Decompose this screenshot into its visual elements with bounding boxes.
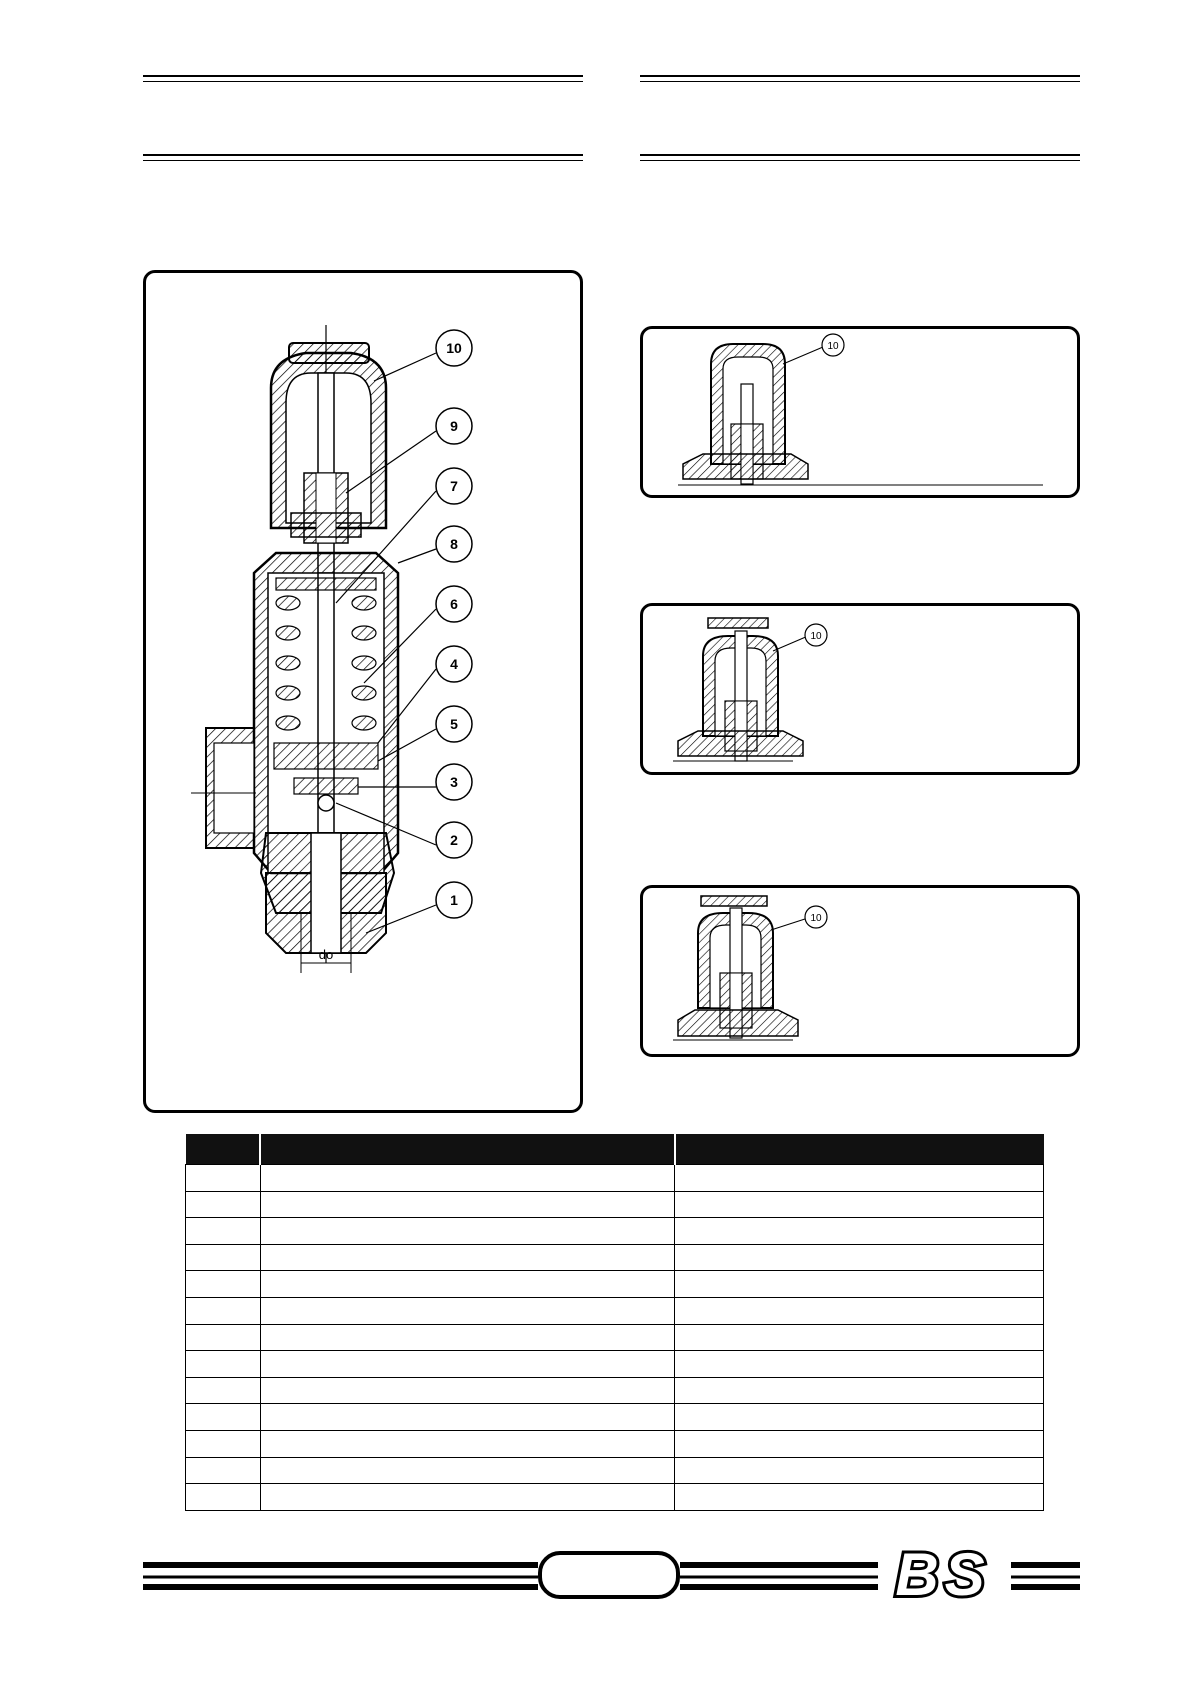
variant3-callout: 10 — [810, 913, 822, 924]
cell-material — [675, 1484, 1044, 1511]
cell-position — [186, 1271, 261, 1298]
callout-8 — [436, 526, 472, 562]
cell-description — [260, 1271, 675, 1298]
svg-text:BS: BS — [895, 1545, 991, 1605]
callout-2 — [436, 822, 472, 858]
header-material — [675, 1134, 1044, 1165]
header-rule-right-top — [640, 75, 1080, 77]
variant1-callout: 10 — [827, 341, 839, 352]
cell-material — [675, 1457, 1044, 1484]
cell-description — [260, 1191, 675, 1218]
lever-cap-gasket-drawing — [643, 888, 1077, 1054]
table-row — [186, 1324, 1044, 1351]
svg-text:7: 7 — [450, 478, 458, 494]
cell-material — [675, 1430, 1044, 1457]
parts-table-header — [186, 1134, 1044, 1165]
cell-description — [260, 1404, 675, 1431]
cell-material — [675, 1218, 1044, 1245]
header-rule-left-top — [143, 75, 583, 77]
header-right-title — [640, 95, 1080, 145]
cell-position — [186, 1377, 261, 1404]
cell-description — [260, 1244, 675, 1271]
cell-material — [675, 1324, 1044, 1351]
table-row — [186, 1457, 1044, 1484]
table-row — [186, 1165, 1044, 1192]
cell-material — [675, 1351, 1044, 1378]
table-row — [186, 1351, 1044, 1378]
cell-material — [675, 1191, 1044, 1218]
callout-4 — [436, 646, 472, 682]
bs-logo — [895, 1545, 990, 1605]
header-rule-right-bottom-2 — [640, 160, 1080, 161]
header-rule-right-top-2 — [640, 81, 1080, 82]
variant-panel-closed-cap — [640, 326, 1080, 498]
variant-panel-lever-cap-2 — [640, 885, 1080, 1057]
cell-position — [186, 1165, 261, 1192]
closed-cap-drawing — [643, 329, 1077, 495]
table-row — [186, 1271, 1044, 1298]
header-rule-right-bottom — [640, 154, 1080, 156]
cell-material — [675, 1297, 1044, 1324]
cell-position — [186, 1404, 261, 1431]
cell-position — [186, 1191, 261, 1218]
callout-7 — [436, 468, 472, 504]
lever-cap-drawing — [643, 606, 1077, 772]
table-row — [186, 1404, 1044, 1431]
footer — [143, 1545, 1080, 1605]
cell-material — [675, 1244, 1044, 1271]
callout-1 — [436, 882, 472, 918]
cell-position — [186, 1244, 261, 1271]
callout-6 — [436, 586, 472, 622]
table-row — [186, 1377, 1044, 1404]
svg-text:6: 6 — [450, 596, 458, 612]
cell-position — [186, 1457, 261, 1484]
header-position — [186, 1134, 261, 1165]
header-rule-left-bottom — [143, 154, 583, 156]
cell-description — [260, 1165, 675, 1192]
svg-text:10: 10 — [446, 340, 462, 356]
cell-material — [675, 1165, 1044, 1192]
cell-description — [260, 1430, 675, 1457]
cell-description — [260, 1218, 675, 1245]
svg-text:1: 1 — [450, 892, 458, 908]
variant-panel-lever-cap — [640, 603, 1080, 775]
svg-text:5: 5 — [450, 716, 458, 732]
dimension-label: do — [318, 947, 334, 962]
table-row — [186, 1191, 1044, 1218]
cell-description — [260, 1297, 675, 1324]
callout-5 — [436, 706, 472, 742]
callout-9 — [436, 408, 472, 444]
cell-description — [260, 1484, 675, 1511]
table-row — [186, 1244, 1044, 1271]
table-row — [186, 1430, 1044, 1457]
cell-position — [186, 1351, 261, 1378]
header-rule-left-bottom-2 — [143, 160, 583, 161]
svg-text:4: 4 — [450, 656, 458, 672]
header-rule-left-top-2 — [143, 81, 583, 82]
table-row — [186, 1484, 1044, 1511]
svg-text:2: 2 — [450, 832, 458, 848]
cell-position — [186, 1484, 261, 1511]
cell-description — [260, 1457, 675, 1484]
cell-description — [260, 1377, 675, 1404]
callout-3 — [436, 764, 472, 800]
variant2-callout: 10 — [810, 631, 822, 642]
callout-10 — [436, 330, 472, 366]
svg-text:9: 9 — [450, 418, 458, 434]
header-left-title — [143, 95, 583, 145]
cell-position — [186, 1430, 261, 1457]
cell-material — [675, 1404, 1044, 1431]
callout-group — [436, 330, 472, 918]
table-row — [186, 1218, 1044, 1245]
svg-text:8: 8 — [450, 536, 458, 552]
safety-valve-section-drawing — [146, 273, 580, 1110]
cell-position — [186, 1297, 261, 1324]
cell-position — [186, 1324, 261, 1351]
main-drawing-panel — [143, 270, 583, 1113]
cell-material — [675, 1377, 1044, 1404]
parts-table — [185, 1134, 1044, 1511]
svg-text:3: 3 — [450, 774, 458, 790]
cell-material — [675, 1271, 1044, 1298]
cell-description — [260, 1324, 675, 1351]
cell-description — [260, 1351, 675, 1378]
table-row — [186, 1297, 1044, 1324]
cell-position — [186, 1218, 261, 1245]
header-description — [260, 1134, 675, 1165]
